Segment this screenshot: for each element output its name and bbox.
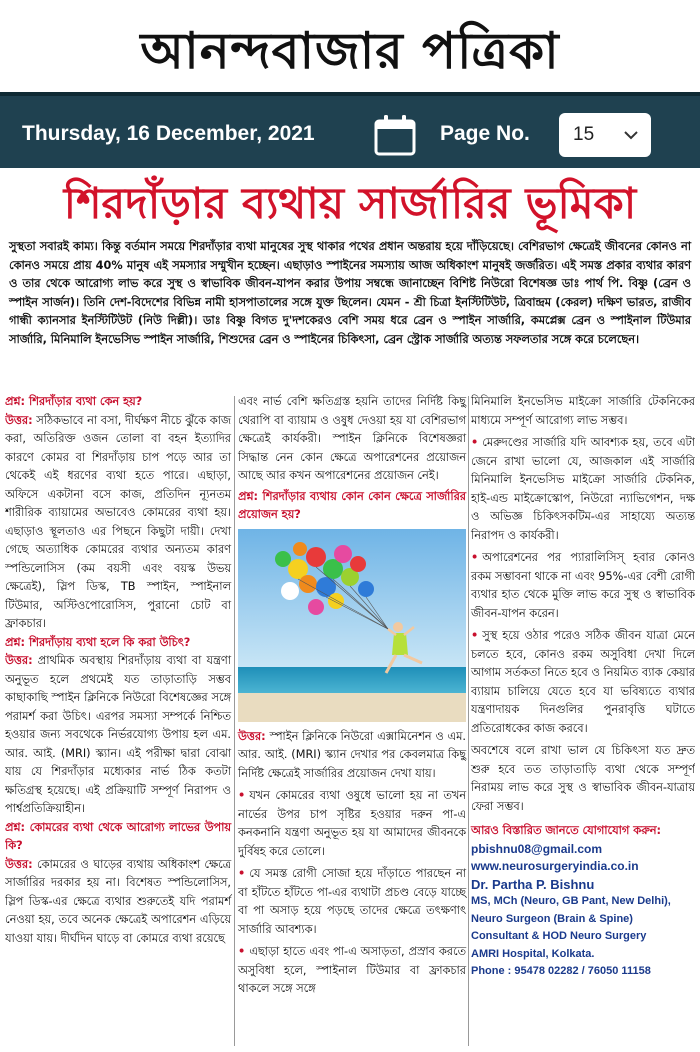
- bullet-text: যে সমস্ত রোগী সোজা হয়ে দাঁড়াতে পারছেন না বা হাঁটতে হাঁটতে পা-এর ব্যথাটা প্রচণ্ড বেড়ে যাচ্ছে বা পা অসাড় হয়ে পড়ছে তাদের ক্ষেত্রে তৎক্ষণাৎ সার্জারি আবশ্যক।: [238, 867, 466, 936]
- calendar-icon[interactable]: [373, 114, 417, 156]
- page-number-value: 15: [573, 124, 595, 145]
- bullet-icon: •: [471, 551, 479, 564]
- paragraph: অবশেষে বলে রাখা ভাল যে চিকিৎসা যত দ্রুত শুরু হবে তত তাড়াতাড়ি ব্যথা থেকে সম্পূর্ণ নিরাময় লাভ করে সুস্থ ও স্বাভাবিক জীবন-যাত্রায় ফেরা সম্ভব।: [471, 744, 695, 813]
- question-heading: প্রশ্ন: কোমরের ব্যথা থেকে আরোগ্য লাভের উপায় কি?: [5, 820, 231, 852]
- doctor-role: Neuro Surgeon (Brain & Spine): [471, 912, 633, 925]
- contact-email-link[interactable]: pbishnu08@gmail.com: [471, 841, 603, 856]
- bullet-text: সুস্থ হয়ে ওঠার পরেও সঠিক জীবন যাত্রা মেনে চলতে হবে, কোনও রকম অসুবিধা দেখা দিলে আগাম সর্তকতা নিতে হবে ও নিয়মিত ব্যাক কেয়ার ব্যায়াম চালিয়ে যেতে হবে যা ভবিষ্যতে ব্যথার যন্ত্রণাদায়ক দিনগুলির পুনরাবৃত্তি ঘটাতে প্রতিরোধকের কাজ করবে।: [471, 629, 695, 735]
- bullet-text: এছাড়া হাতে এবং পা-এ অসাড়তা, প্রস্রাব করতে অসুবিধা হলে, স্পাইনাল টিউমার বা ফ্রাকচার থাকলে সঙ্গে সঙ্গে: [238, 945, 466, 995]
- answer-label: উত্তর:: [5, 857, 33, 871]
- column-divider: [468, 396, 469, 1046]
- answer-text: সঠিকভাবে না বসা, দীর্ঘক্ষণ নীচে ঝুঁকে কাজ করা, অতিরিক্ত ওজন তোলা বা বহন ইত্যাদির কারণে কোমর বা শিরদাঁড়ায় চাপ পড়ে আর তা থেকেই এই ধরণের ব্যথা হতে পারে। এছাড়া, অফিসে একটানা বসে কাজ, প্রতিদিন ন্যূনতম শারীরিক ব্যায়ামের অভাবেও কোমরের ব্যথা হয়। এছাড়াও স্থূলতাও এর পিছনে কিছুটা দায়ী। দেখা গেছে অত্যাধিক কোমরের ব্যথার অন্যতম কারণ স্পন্ডিলোসিস (কম বয়সী এবং বয়স্ক উভয় ক্ষেত্রেই), স্লিপ ডিস্ক, TB স্পাইন, স্পাইনাল টিউমার, অস্টিওপোরোসিস, পুরানো চোট বা ফ্রাকচার।: [5, 413, 231, 630]
- hospital-name: AMRI Hospital, Kolkata.: [471, 947, 595, 960]
- article: [5, 170, 695, 1050]
- answer-label: উত্তর:: [238, 729, 266, 743]
- paragraph: এবং নার্ভ বেশি ক্ষতিগ্রস্ত হয়নি তাদের নির্দিষ্ট কিছু থেরাপি বা ব্যায়াম ও ওষুধ দেওয়া হয় যা বেশিরভাগ ক্ষেত্রেই কার্যকরী। স্পাইন ক্লিনিকে বিশেষজ্ঞরা সিদ্ধান্ত নেন কোন ক্ষেত্রে অপারেশনের প্রয়োজন আছে আর কখন অপারেশনের প্রয়োজন নেই।: [238, 395, 466, 482]
- bullet-text: মেরুদণ্ডের সার্জারি যদি আবশ্যক হয়, তবে এটা জেনে রাখা ভালো যে, আজকাল এই সার্জারি মিনিমালি ইনভেসিভ মাইক্রো সার্জারি টেকনিক, হাই-এন্ড মাইক্রোস্কোপ, নিউরো ন্যাভিগেশন, দক্ষ ও অভিজ্ঞ চিকিৎসকটিম-এর সাহায্যে অত্যন্ত নিরাপদ ও কার্যকরী।: [471, 436, 695, 542]
- chevron-down-icon: [623, 127, 639, 143]
- answer-label: উত্তর:: [5, 413, 33, 427]
- doctor-role: Consultant & HOD Neuro Surgery: [471, 930, 647, 942]
- article-column-2: [238, 393, 466, 1050]
- answer-label: উত্তর:: [5, 654, 33, 667]
- bullet-icon: •: [238, 945, 246, 958]
- contact-block: [471, 822, 695, 981]
- bullet-icon: •: [471, 436, 479, 449]
- answer-text: প্রাথমিক অবস্থায় শিরদাঁড়ায় ব্যথা বা যন্ত্রণা অনুভূত হলে প্রথমেই যত তাড়াতাড়ি সম্ভব কাছাকাছি স্পাইন ক্লিনিকে নিউরো বিশেষজ্ঞের সঙ্গে পরামর্শ করা উচিৎ। এরপর সমস্যা সম্পর্কে নিশ্চিত হওয়ার জন্য সবথেকে নির্ভরযোগ্য উপায় হল এম. আর. আই. (MRI) স্ক্যান। এই পরীক্ষা দ্বারা বোঝা যায় যে শিরদাঁড়ার মধ্যেকার নার্ভ ঠিক কতটা ক্ষতিগ্রস্থ হয়েছে। এই প্রক্রিয়াটি সম্পূর্ণ নিরাপদ ও পার্শ্বপ্রতিক্রিয়াহীন।: [5, 654, 231, 815]
- article-headline: শিরদাঁড়ার ব্যথায় সার্জারির ভূমিকা: [63, 179, 637, 229]
- page-number-select[interactable]: [559, 113, 651, 157]
- bullet-icon: •: [238, 789, 246, 802]
- bullet-text: অপারেশনের পর প্যারালিসিস্ হবার কোনও রকম সম্ভাবনা থাকে না এবং 95%-এর বেশী রোগী ব্যথার হাত থেকে মুক্তি লাভ করে সুস্থ ও স্বাভাবিক জীবন-যাপন করেন।: [471, 551, 695, 620]
- question-heading: প্রশ্ন: শিরদাঁড়ায় ব্যথা হলে কি করা উচিৎ?: [5, 635, 191, 649]
- doctor-qualification: MS, MCh (Neuro, GB Pant, New Delhi),: [471, 895, 671, 907]
- article-intro: সুস্থতা সবারই কাম্য। কিন্তু বর্তমান সময়ে শিরদাঁড়ার ব্যথা মানুষের সুস্থ থাকার পথের প্রধান অন্তরায় হয়ে দাঁড়িয়েছে। বেশিরভাগ ক্ষেত্রেই জীবনের কোনও না কোনও সময়ে প্রায় 40% মানুষ এই সমস্যার সম্মুখীন হচ্ছেন। এছাড়াও স্পাইনের সমস্যায় আজ অধিকাংশ মানুষই জর্জরিত। এই সমস্ত প্রকার ব্যথার কারণ ও তার থেকে আরোগ্য লাভ করে সুস্থ ও স্বাভাবিক জীবন-যাপন করার উপায় সম্বন্ধে জানাচ্ছেন বিশিষ্ট নিউরো বিশেষজ্ঞ ডাঃ পার্থ পি. বিষ্ণু (ব্রেন ও স্পাইন সার্জন)। তিনি দেশ-বিদেশের বিভিন্ন নামী হাসপাতালের সঙ্গে যুক্ত ছিলেন। যেমন - শ্রী চিত্রা ইনস্টিটিউট, ত্রিবান্দ্রম (কেরল) দক্ষিণ ভারত, রাজীব গান্ধী ক্যানসার ইনস্টিটিউট (নিউ দিল্লী)। ডাঃ বিষ্ণু বিগত দু'দশকেরও বেশি সময় ধরে ব্রেন ও স্পাইন সার্জারি, কমপ্লেক্স ব্রেন ও স্পাইনাল টিউমার সার্জারি, মিনিমালি ইনভেসিভ স্পাইন সার্জারি, শিশুদের ব্রেন ও স্পাইনের চিকিৎসা, ব্রেন স্ট্রোক সার্জারি অত্যন্ত সফলতার সঙ্গে করে চলেছেন।: [9, 240, 691, 346]
- contact-heading: আরও বিস্তারিত জানতে যোগাযোগ করুন:: [471, 824, 662, 837]
- answer-text: কোমরের ও ঘাড়ের ব্যথায় অধিকাংশ ক্ষেত্রে সার্জারির দরকার হয় না। বিশেষত স্পন্ডিলোসিস, স্লিপ ডিস্ক-এর ক্ষেত্রে ব্যথার শুরুতেই যদি পরামর্শ নেওয়া হয়, তবে অনেক ক্ষেত্রেই অপারেশন এড়িয়ে যাওয়া যায়। দীর্ঘদিন ঘাড়ে বা কোমরে ব্যথা রয়েছে: [5, 857, 231, 945]
- contact-website-link[interactable]: www.neurosurgeryindia.co.in: [471, 859, 639, 873]
- bullet-icon: •: [471, 629, 479, 642]
- newspaper-logo: আনন্দবাজার পত্রিকা: [140, 21, 560, 80]
- date-page-bar: [0, 92, 700, 168]
- bullet-icon: •: [238, 867, 246, 880]
- article-photo-balloons: [238, 529, 466, 722]
- question-heading: প্রশ্ন: শিরদাঁড়ার ব্যথায় কোন কোন ক্ষেত্রে সার্জারির প্রয়োজন হয়?: [238, 489, 466, 521]
- bullet-text: যখন কোমরের ব্যথা ওষুধে ভালো হয় না তখন নার্ভের উপর চাপ সৃষ্টির হওয়ার দরুন পা-এ কনকনানি যন্ত্রণা অনুভূত হয় যা আমাদের জীবনকে দুর্বিষহ করে তোলে।: [238, 789, 466, 858]
- paragraph: মিনিমালি ইনভেসিভ মাইক্রো সার্জারি টেকনিকের মাধ্যমে সম্পূর্ণ আরোগ্য লাভ সম্ভব।: [471, 395, 695, 427]
- answer-text: স্পাইন ক্লিনিকে নিউরো এক্সামিনেশন ও এম. আর. আই. (MRI) স্ক্যান দেখার পর কেবলমাত্র কিছু নির্দিষ্ট ক্ষেত্রেই সার্জারির প্রয়োজন দেখা যায়।: [238, 729, 466, 780]
- masthead: [0, 0, 700, 90]
- column-divider: [234, 396, 235, 1046]
- question-heading: প্রশ্ন: শিরদাঁড়ার ব্যথা কেন হয়?: [5, 395, 143, 408]
- article-column-3: [471, 393, 695, 1050]
- doctor-name: Dr. Partha P. Bishnu: [471, 876, 595, 892]
- edition-date: Thursday, 16 December, 2021: [22, 122, 315, 145]
- contact-phone: Phone : 95478 02282 / 76050 11158: [471, 965, 651, 977]
- page-number-label: Page No.: [440, 122, 530, 145]
- article-column-1: [5, 393, 231, 1050]
